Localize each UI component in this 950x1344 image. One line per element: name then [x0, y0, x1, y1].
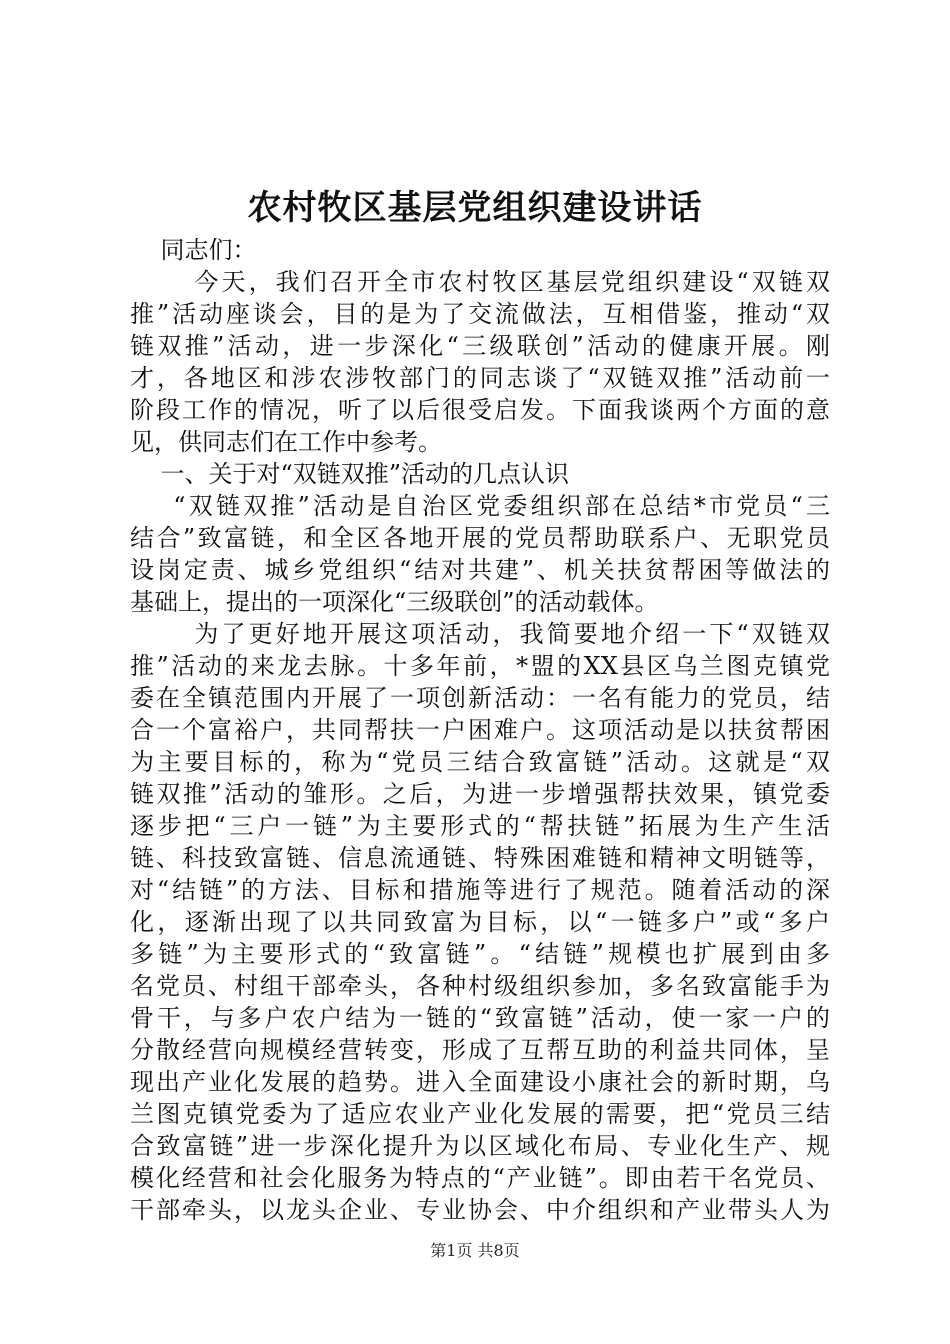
- text-line: 阶段工作的情况，听了以后很受启发。下面我谈两个方面的意: [130, 396, 830, 424]
- text-line: 对“结链”的方法、目标和措施等进行了规范。随着活动的深: [130, 876, 830, 904]
- text-line: 链双推”活动的雏形。之后，为进一步增强帮扶效果，镇党委: [130, 780, 830, 808]
- text-line: 基础上，提出的一项深化“三级联创”的活动载体。: [130, 588, 659, 616]
- text-line: 结合”致富链，和全区各地开展的党员帮助联系户、无职党员: [130, 524, 830, 552]
- text-line: 推”活动的来龙去脉。十多年前，*盟的XX县区乌兰图克镇党: [130, 652, 830, 680]
- text-line: “双链双推”活动是自治区党委组织部在总结*市党员“三: [130, 492, 830, 520]
- text-line: 委在全镇范围内开展了一项创新活动：一名有能力的党员，结: [130, 684, 830, 712]
- text-line: 骨干，与多户农户结为一链的“致富链”活动，使一家一户的: [130, 1004, 830, 1032]
- text-line: 设岗定责、城乡党组织“结对共建”、机关扶贫帮困等做法的: [130, 556, 830, 584]
- text-line: 名党员、村组干部牵头，各种村级组织参加，多名致富能手为: [130, 972, 830, 1000]
- text-line: 链双推”活动，进一步深化“三级联创”活动的健康开展。刚: [130, 332, 830, 360]
- text-line: 为了更好地开展这项活动，我简要地介绍一下“双链双: [130, 620, 830, 648]
- text-line: 化，逐渐出现了以共同致富为目标，以“一链多户”或“多户: [130, 908, 830, 936]
- text-line: 逐步把“三户一链”为主要形式的“帮扶链”拓展为生产生活: [130, 812, 830, 840]
- text-line: 多链”为主要形式的“致富链”。“结链”规模也扩展到由多: [130, 940, 830, 968]
- document-body: [130, 234, 830, 1226]
- text-line: 干部牵头，以龙头企业、专业协会、中介组织和产业带头人为: [130, 1196, 830, 1224]
- page-footer: 第1页 共8页: [430, 1241, 520, 1260]
- text-line: 合致富链”进一步深化提升为以区域化布局、专业化生产、规: [130, 1132, 830, 1160]
- text-line: 才，各地区和涉农涉牧部门的同志谈了“双链双推”活动前一: [130, 364, 830, 392]
- text-line: 模化经营和社会化服务为特点的“产业链”。即由若干名党员、: [130, 1164, 830, 1192]
- text-line: 推”活动座谈会，目的是为了交流做法，互相借鉴，推动“双: [130, 300, 830, 328]
- text-line: 今天，我们召开全市农村牧区基层党组织建设“双链双: [130, 268, 830, 296]
- text-line: 兰图克镇党委为了适应农业产业化发展的需要，把“党员三结: [130, 1100, 830, 1128]
- text-line: 现出产业化发展的趋势。进入全面建设小康社会的新时期，乌: [130, 1068, 830, 1096]
- text-line: 链、科技致富链、信息流通链、特殊困难链和精神文明链等，: [130, 844, 830, 872]
- document-title: 农村牧区基层党组织建设讲话: [247, 188, 703, 228]
- text-line: 同志们：: [130, 236, 257, 264]
- text-line: 见，供同志们在工作中参考。: [130, 428, 442, 456]
- text-line: 分散经营向规模经营转变，形成了互帮互助的利益共同体，呈: [130, 1036, 830, 1064]
- text-line: 为主要目标的，称为“党员三结合致富链”活动。这就是“双: [130, 748, 830, 776]
- text-line: 合一个富裕户，共同帮扶一户困难户。这项活动是以扶贫帮困: [130, 716, 830, 744]
- text-line: 一、关于对“双链双推”活动的几点认识: [130, 460, 570, 488]
